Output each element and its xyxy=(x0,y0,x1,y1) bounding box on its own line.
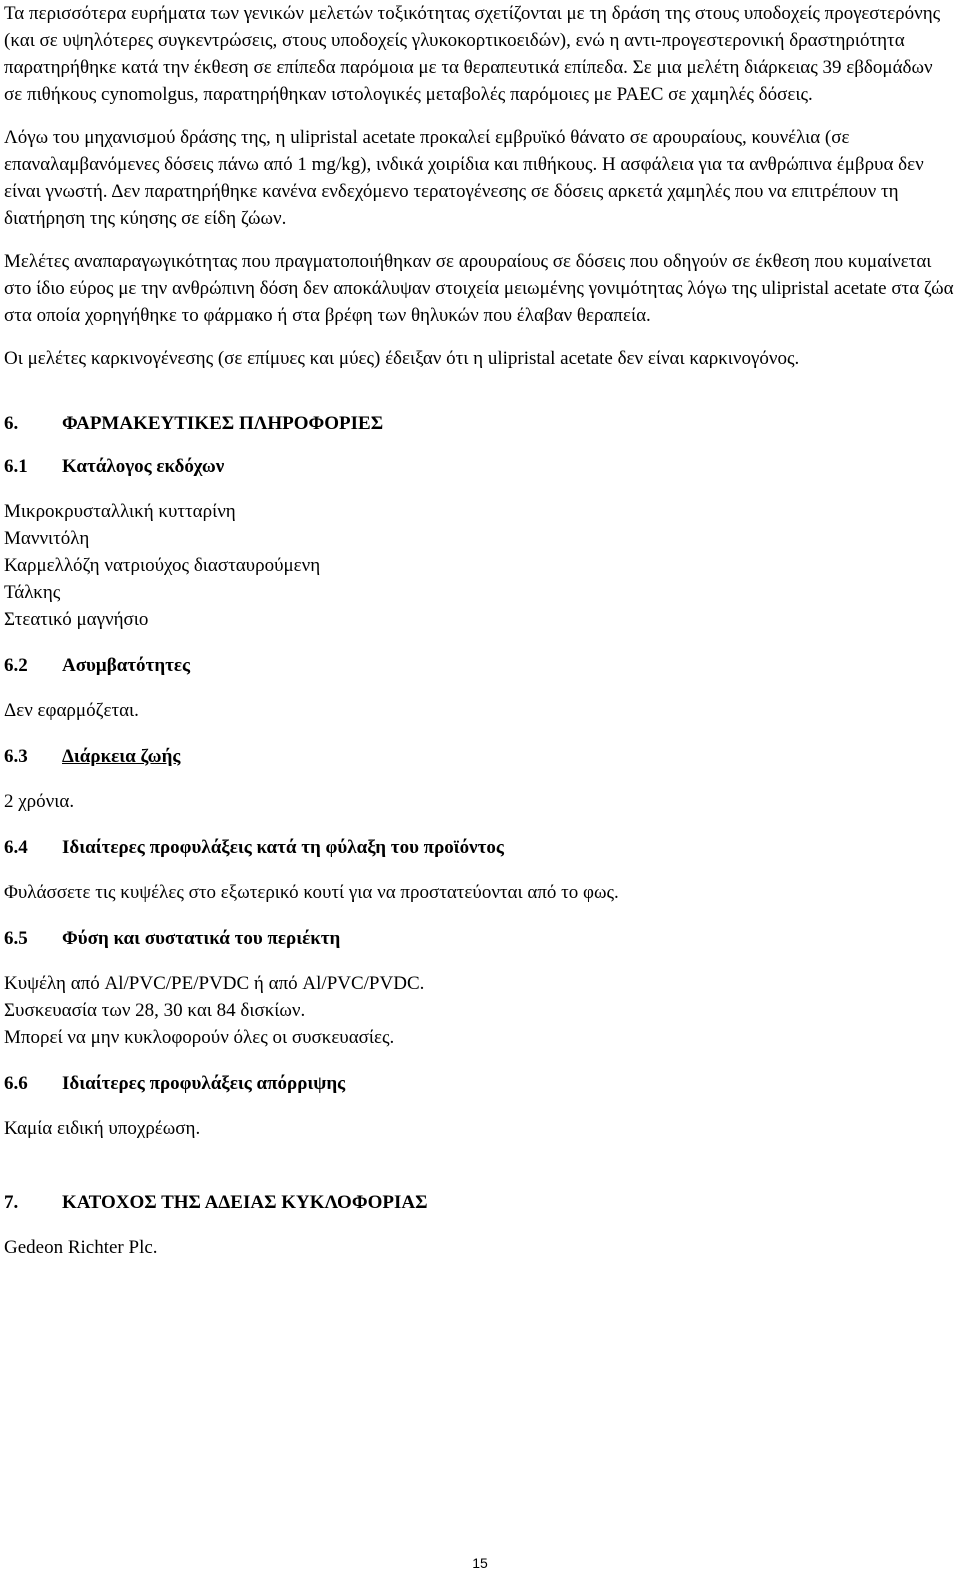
section-number: 6.4 xyxy=(4,837,28,858)
section-text: Καμία ειδική υποχρέωση. xyxy=(4,1118,201,1139)
page-number: 15 xyxy=(472,1555,488,1571)
excipients-list xyxy=(4,498,954,633)
section-title: Ιδιαίτερες προφυλάξεις κατά τη φύλαξη του προϊόντος xyxy=(62,837,504,858)
document-page xyxy=(4,0,954,1261)
section-number: 6. xyxy=(4,413,19,434)
section-title: ΚΑΤΟΧΟΣ ΤΗΣ ΑΔΕΙΑΣ ΚΥΚΛΟΦΟΡΙΑΣ xyxy=(62,1192,428,1213)
toxicity-paragraph: Τα περισσότερα ευρήματα των γενικών μελετών τοξικότητας σχετίζονται με τη δράση της στους υποδοχείς προγεστερόνης (και σε υψηλότερες συγκεντρώσεις, στους υποδοχείς γλυκοκορτικοειδών), ενώ η αντι-προγεστερονική δραστηριότητα παρατηρήθηκε κατά την έκθεση σε επίπεδα παρόμοια με τα θεραπευτικά επίπεδα. Σε μια μελέτη διάρκειας 39 εβδομάδων σε πιθήκους cynomolgus, παρατηρήθηκαν ιστολογικές μεταβολές παρόμοιες με PAEC σε χαμηλές δόσεις. xyxy=(4,3,941,105)
embryo-paragraph: Λόγω του μηχανισμού δράσης της, η ulipristal acetate προκαλεί εμβρυϊκό θάνατο σε αρουραίους, κουνέλια (σε επαναλαμβανόμενες δόσεις πάνω από 1 mg/kg), ινδικά χοιρίδια και πιθήκους. Η ασφάλεια για τα ανθρώπινα έμβρυα δεν είναι γνωστή. Δεν παρατηρήθηκε κανένα ενδεχόμενο τερατογένεσης σε δόσεις αρκετά χαμηλές που να επιτρέπουν τη διατήρηση της κύησης σε είδη ζώων. xyxy=(4,127,924,229)
section-number: 7. xyxy=(4,1192,19,1213)
section-number: 6.1 xyxy=(4,456,28,477)
carcinogenesis-paragraph: Οι μελέτες καρκινογένεσης (σε επίμυες και μύες) έδειξαν ότι η ulipristal acetate δεν είναι καρκινογόνος. xyxy=(4,348,800,369)
section-6-2-heading xyxy=(4,652,954,679)
list-item: Καρμελλόζη νατριούχος διασταυρούμενη xyxy=(4,555,321,576)
section-6-3-heading xyxy=(4,743,954,770)
section-text: Φυλάσσετε τις κυψέλες στο εξωτερικό κουτί για να προστατεύονται από το φως. xyxy=(4,882,619,903)
section-number: 6.2 xyxy=(4,655,28,676)
list-item: Μαννιτόλη xyxy=(4,528,90,549)
section-6-6-heading xyxy=(4,1070,954,1097)
section-6-1-heading xyxy=(4,453,954,480)
section-7-heading xyxy=(4,1189,954,1216)
list-item: Μικροκρυσταλλική κυτταρίνη xyxy=(4,501,236,522)
section-6-5-heading xyxy=(4,925,954,952)
section-6-4-heading xyxy=(4,834,954,861)
section-text: Δεν εφαρμόζεται. xyxy=(4,700,139,721)
text-line: Συσκευασία των 28, 30 και 84 δισκίων. xyxy=(4,1000,306,1021)
section-title: ΦΑΡΜΑΚΕΥΤΙΚΕΣ ΠΛΗΡΟΦΟΡΙΕΣ xyxy=(62,413,384,434)
list-item: Στεατικό μαγνήσιο xyxy=(4,609,149,630)
section-title: Φύση και συστατικά του περιέκτη xyxy=(62,928,341,949)
reproduction-paragraph: Μελέτες αναπαραγωγικότητας που πραγματοποιήθηκαν σε αρουραίους σε δόσεις που οδηγούν σε έκθεση που κυμαίνεται στο ίδιο εύρος με την ανθρώπινη δόση δεν αποκάλυψαν στοιχεία μειωμένης γονιμότητας λόγω της ulipristal acetate στα ζώα στα οποία χορηγήθηκε το φάρμακο ή στα βρέφη των θηλυκών που έλαβαν θεραπεία. xyxy=(4,251,954,326)
container-description xyxy=(4,970,954,1051)
section-number: 6.6 xyxy=(4,1073,28,1094)
section-title: Διάρκεια ζωής xyxy=(62,746,181,767)
section-title: Ασυμβατότητες xyxy=(62,655,190,676)
text-line: Μπορεί να μην κυκλοφορούν όλες οι συσκευασίες. xyxy=(4,1027,395,1048)
section-text: 2 χρόνια. xyxy=(4,791,75,812)
section-number: 6.3 xyxy=(4,746,28,767)
text-line: Κυψέλη από Al/PVC/PE/PVDC ή από Al/PVC/PVDC. xyxy=(4,973,425,994)
section-title: Κατάλογος εκδόχων xyxy=(62,456,225,477)
marketing-authorisation-holder: Gedeon Richter Plc. xyxy=(4,1237,158,1258)
section-title: Ιδιαίτερες προφυλάξεις απόρριψης xyxy=(62,1073,346,1094)
list-item: Τάλκης xyxy=(4,582,61,603)
section-6-heading xyxy=(4,410,954,437)
section-number: 6.5 xyxy=(4,928,28,949)
